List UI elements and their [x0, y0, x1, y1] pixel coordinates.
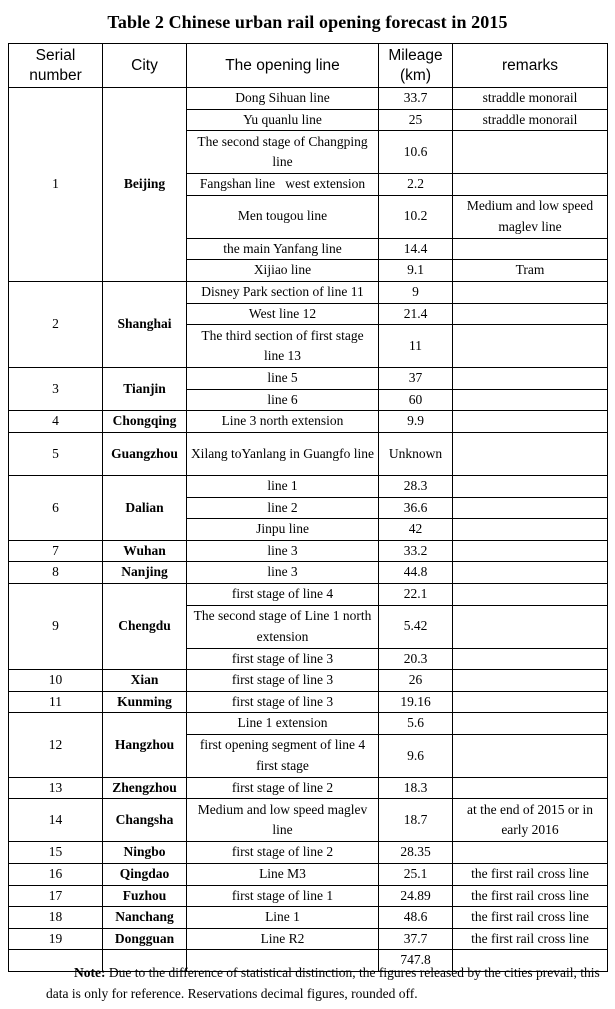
city-cell: Nanjing: [103, 562, 187, 584]
mileage-cell: 36.6: [379, 497, 453, 519]
remark-cell: [453, 432, 608, 475]
mileage-cell: 48.6: [379, 907, 453, 929]
line-cell: Fangshan line west extension: [187, 174, 379, 196]
line-cell: Xilang toYanlang in Guangfo line: [187, 432, 379, 475]
serial-cell: 16: [9, 864, 103, 886]
header-mileage: Mileage (km): [379, 44, 453, 88]
mileage-cell: 28.35: [379, 842, 453, 864]
remark-cell: [453, 368, 608, 390]
remark-cell: [453, 842, 608, 864]
mileage-cell: 14.4: [379, 238, 453, 260]
remark-cell: [453, 174, 608, 196]
remark-cell: [453, 540, 608, 562]
serial-cell: 18: [9, 907, 103, 929]
remark-cell: [453, 281, 608, 303]
line-cell: first stage of line 1: [187, 885, 379, 907]
serial-cell: 2: [9, 281, 103, 367]
table-body: [9, 88, 608, 972]
line-cell: Line 3 north extension: [187, 411, 379, 433]
line-cell: Line 1: [187, 907, 379, 929]
mileage-cell: 2.2: [379, 174, 453, 196]
line-cell: first stage of line 3: [187, 648, 379, 670]
remark-cell: [453, 325, 608, 368]
remark-cell: the first rail cross line: [453, 928, 608, 950]
line-cell: line 6: [187, 389, 379, 411]
header-city: City: [103, 44, 187, 88]
serial-cell: 6: [9, 475, 103, 540]
table-row: [9, 281, 608, 303]
city-cell: Ningbo: [103, 842, 187, 864]
serial-cell: 1: [9, 88, 103, 282]
city-cell: Qingdao: [103, 864, 187, 886]
header-serial-number: Serial number: [9, 44, 103, 88]
mileage-cell: 5.6: [379, 713, 453, 735]
mileage-cell: 42: [379, 519, 453, 541]
rail-opening-table: [8, 43, 608, 972]
remark-cell: [453, 562, 608, 584]
line-cell: first stage of line 2: [187, 777, 379, 799]
table-row: [9, 562, 608, 584]
serial-cell: 9: [9, 583, 103, 669]
mileage-cell: 22.1: [379, 583, 453, 605]
table-row: [9, 799, 608, 842]
table-row: [9, 713, 608, 735]
line-cell: first opening segment of line 4 first stage: [187, 734, 379, 777]
line-cell: line 5: [187, 368, 379, 390]
remark-cell: [453, 131, 608, 174]
remark-cell: the first rail cross line: [453, 864, 608, 886]
remark-cell: [453, 475, 608, 497]
serial-cell: 14: [9, 799, 103, 842]
city-cell: Tianjin: [103, 368, 187, 411]
mileage-cell: 9.6: [379, 734, 453, 777]
mileage-cell: 33.2: [379, 540, 453, 562]
table-row: [9, 411, 608, 433]
serial-cell: 4: [9, 411, 103, 433]
line-cell: first stage of line 3: [187, 670, 379, 692]
mileage-cell: 60: [379, 389, 453, 411]
mileage-cell: 25.1: [379, 864, 453, 886]
city-cell: Zhengzhou: [103, 777, 187, 799]
line-cell: first stage of line 2: [187, 842, 379, 864]
mileage-cell: 19.16: [379, 691, 453, 713]
remark-cell: [453, 777, 608, 799]
line-cell: Yu quanlu line: [187, 109, 379, 131]
remark-cell: [453, 648, 608, 670]
mileage-cell: 10.6: [379, 131, 453, 174]
mileage-cell: 9.9: [379, 411, 453, 433]
remark-cell: [453, 605, 608, 648]
mileage-cell: 20.3: [379, 648, 453, 670]
line-cell: line 3: [187, 540, 379, 562]
remark-cell: [453, 303, 608, 325]
header-row: [9, 44, 608, 88]
table-row: [9, 368, 608, 390]
remark-cell: [453, 691, 608, 713]
footnote-text: Due to the difference of statistical distinction, the figures released by the cities prevail, this data is only for reference. Reservations decimal figures, rounded off.: [46, 965, 600, 1001]
mileage-cell: 37: [379, 368, 453, 390]
serial-cell: 10: [9, 670, 103, 692]
remark-cell: [453, 734, 608, 777]
remark-cell: [453, 389, 608, 411]
table-row: [9, 88, 608, 110]
city-cell: Kunming: [103, 691, 187, 713]
table-row: [9, 885, 608, 907]
mileage-cell: 9.1: [379, 260, 453, 282]
mileage-cell: 44.8: [379, 562, 453, 584]
table-row: [9, 864, 608, 886]
line-cell: line 2: [187, 497, 379, 519]
remark-cell: [453, 497, 608, 519]
table-row: [9, 670, 608, 692]
mileage-cell: 28.3: [379, 475, 453, 497]
line-cell: first stage of line 3: [187, 691, 379, 713]
table-row: [9, 475, 608, 497]
mileage-cell: 10.2: [379, 195, 453, 238]
serial-cell: 7: [9, 540, 103, 562]
remark-cell: straddle monorail: [453, 109, 608, 131]
city-cell: Hangzhou: [103, 713, 187, 778]
remark-cell: [453, 519, 608, 541]
mileage-cell: 21.4: [379, 303, 453, 325]
mileage-cell: 25: [379, 109, 453, 131]
line-cell: line 3: [187, 562, 379, 584]
table-row: [9, 928, 608, 950]
remark-cell: at the end of 2015 or in early 2016: [453, 799, 608, 842]
city-cell: Chongqing: [103, 411, 187, 433]
line-cell: The third section of first stage line 13: [187, 325, 379, 368]
city-cell: Dongguan: [103, 928, 187, 950]
city-cell: Fuzhou: [103, 885, 187, 907]
remark-cell: [453, 238, 608, 260]
mileage-cell: Unknown: [379, 432, 453, 475]
line-cell: Line R2: [187, 928, 379, 950]
city-cell: Beijing: [103, 88, 187, 282]
mileage-cell: 5.42: [379, 605, 453, 648]
remark-cell: the first rail cross line: [453, 885, 608, 907]
city-cell: Shanghai: [103, 281, 187, 367]
line-cell: The second stage of Line 1 north extension: [187, 605, 379, 648]
mileage-cell: 26: [379, 670, 453, 692]
remark-cell: [453, 583, 608, 605]
mileage-cell: 33.7: [379, 88, 453, 110]
total-mileage-cell: 747.8: [379, 950, 453, 972]
mileage-cell: 24.89: [379, 885, 453, 907]
table-row: [9, 540, 608, 562]
table-row: [9, 691, 608, 713]
table-row: [9, 777, 608, 799]
line-cell: West line 12: [187, 303, 379, 325]
line-cell: Xijiao line: [187, 260, 379, 282]
mileage-cell: 37.7: [379, 928, 453, 950]
remark-cell: [453, 670, 608, 692]
header-remarks: remarks: [453, 44, 608, 88]
serial-cell: 5: [9, 432, 103, 475]
mileage-cell: 18.7: [379, 799, 453, 842]
serial-cell: 15: [9, 842, 103, 864]
line-cell: Medium and low speed maglev line: [187, 799, 379, 842]
city-cell: Guangzhou: [103, 432, 187, 475]
mileage-cell: 18.3: [379, 777, 453, 799]
serial-cell: 17: [9, 885, 103, 907]
serial-cell: 8: [9, 562, 103, 584]
remark-cell: [453, 411, 608, 433]
mileage-cell: 9: [379, 281, 453, 303]
table-row: [9, 583, 608, 605]
serial-cell: 11: [9, 691, 103, 713]
footnote-label: Note:: [74, 965, 106, 980]
serial-cell: 12: [9, 713, 103, 778]
footnote: [46, 963, 601, 1004]
line-cell: Line 1 extension: [187, 713, 379, 735]
line-cell: the main Yanfang line: [187, 238, 379, 260]
line-cell: Dong Sihuan line: [187, 88, 379, 110]
remark-cell: the first rail cross line: [453, 907, 608, 929]
city-cell: Nanchang: [103, 907, 187, 929]
city-cell: Chengdu: [103, 583, 187, 669]
remark-cell: straddle monorail: [453, 88, 608, 110]
remark-cell: Medium and low speed maglev line: [453, 195, 608, 238]
mileage-cell: 11: [379, 325, 453, 368]
city-cell: Dalian: [103, 475, 187, 540]
line-cell: first stage of line 4: [187, 583, 379, 605]
table-row: [9, 432, 608, 475]
line-cell: Jinpu line: [187, 519, 379, 541]
remark-cell: Tram: [453, 260, 608, 282]
table-row: [9, 907, 608, 929]
table-title: Table 2 Chinese urban rail opening forecast in 2015: [107, 12, 508, 32]
city-cell: Xian: [103, 670, 187, 692]
city-cell: Wuhan: [103, 540, 187, 562]
line-cell: line 1: [187, 475, 379, 497]
serial-cell: 13: [9, 777, 103, 799]
line-cell: Men tougou line: [187, 195, 379, 238]
header-opening-line: The opening line: [187, 44, 379, 88]
line-cell: Disney Park section of line 11: [187, 281, 379, 303]
city-cell: Changsha: [103, 799, 187, 842]
table-row: [9, 842, 608, 864]
serial-cell: 19: [9, 928, 103, 950]
line-cell: Line M3: [187, 864, 379, 886]
remark-cell: [453, 713, 608, 735]
serial-cell: 3: [9, 368, 103, 411]
line-cell: The second stage of Changping line: [187, 131, 379, 174]
